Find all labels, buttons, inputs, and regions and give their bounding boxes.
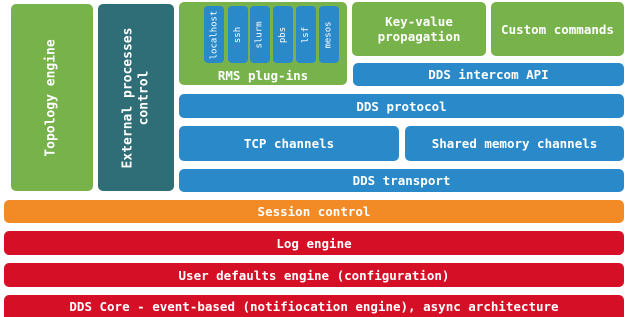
plugin-localhost-label: localhost [209,10,219,59]
plugin-mesos-label: mesos [324,20,334,49]
session-control-label: Session control [257,204,371,219]
external-processes-label-line1: External processes [120,27,136,168]
intercom-api-block [353,63,624,86]
plugin-lsf [296,6,316,63]
rms-plugins-label: RMS plug-ins [217,68,309,83]
plugin-ssh-label: ssh [232,26,243,43]
topology-engine-label: Topology engine [44,38,59,157]
plugin-lsf-label: lsf [300,26,311,43]
log-engine-label: Log engine [276,235,352,251]
plugin-ssh [228,6,248,63]
external-processes-label-line2: control [136,70,152,125]
plugin-slurm-label: slurm [255,20,265,49]
user-defaults-engine-label: User defaults engine (configuration) [178,267,450,283]
external-processes-control-label [120,27,152,168]
key-value-label-line1: Key-value [385,14,453,29]
shared-memory-channels-label: Shared memory channels [431,136,598,151]
plugin-localhost [204,6,224,63]
topology-engine-block [11,4,93,191]
log-engine-block [4,231,624,255]
plugin-pbs [273,6,293,63]
custom-commands-label: Custom commands [501,21,614,37]
custom-commands-block [491,2,624,56]
external-processes-control-block [98,4,174,191]
protocol-label: DDS protocol [356,98,447,114]
intercom-api-label: DDS intercom API [428,67,549,82]
user-defaults-engine-block [4,263,624,287]
tcp-channels-label: TCP channels [243,136,335,151]
plugin-slurm [250,6,270,63]
protocol-block [179,94,624,118]
transport-label: DDS transport [352,173,451,188]
session-control-block [4,200,624,223]
plugin-mesos [319,6,339,63]
shared-memory-channels-block [405,126,624,161]
key-value-label-line2: propagation [377,29,461,44]
core-label: DDS Core - event-based (notifiocation engine), async architecture [69,298,559,314]
key-value-propagation-block [352,2,486,56]
transport-block [179,169,624,192]
tcp-channels-block [179,126,399,161]
plugin-pbs-label: pbs [277,26,288,43]
